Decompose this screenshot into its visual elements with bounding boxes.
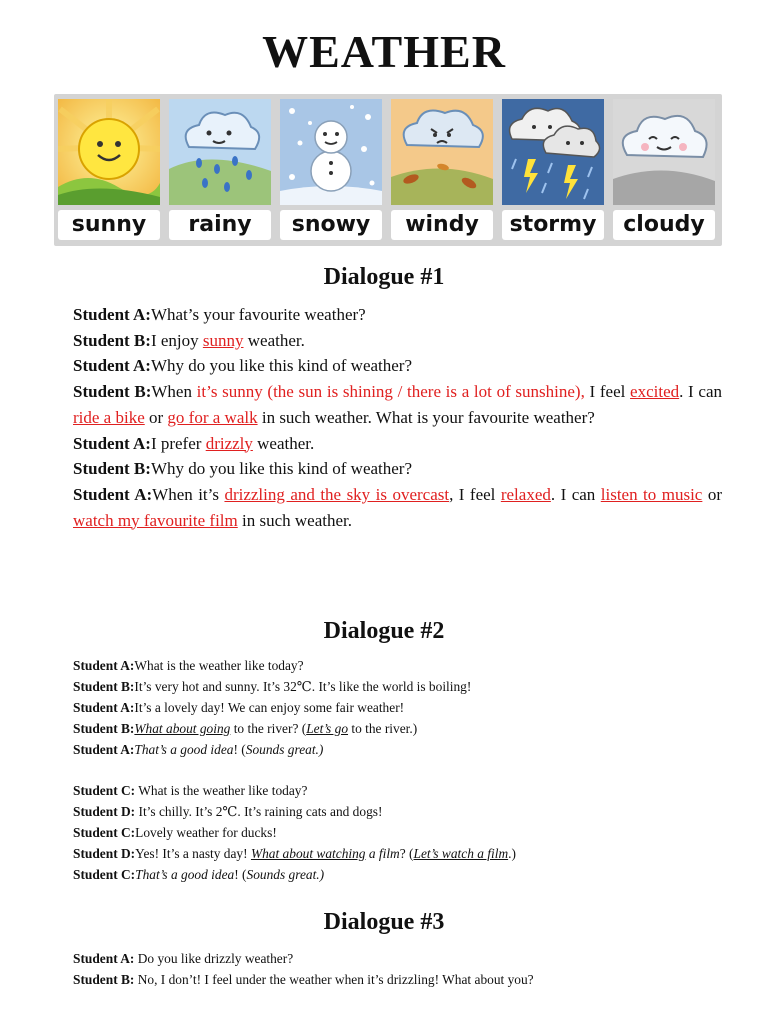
dialogue-line (73, 970, 733, 991)
dialogue-line (73, 949, 733, 970)
dialogue-line (73, 865, 733, 886)
speaker-label: Student B: (73, 971, 135, 987)
dialogue-text: It’s very hot and sunny. It’s 32℃. It’s like the world is boiling! (134, 678, 472, 694)
dialogue-text: Yes! It’s a nasty day! (135, 845, 251, 861)
dialogue-text: listen to music (600, 484, 703, 504)
dialogue-line (73, 482, 722, 533)
dialogue-text: to the river.) (348, 720, 418, 736)
dialogue-text: When (151, 382, 197, 402)
weather-label-rainy: rainy (169, 210, 271, 240)
dialogue-text: sunny (202, 330, 244, 350)
dialogue-text: in such weather. (237, 510, 353, 530)
dialogue-text: excited (630, 382, 680, 402)
dialogue-text: Why do you like this kind of weather? (150, 459, 413, 479)
dialogue-text: Why do you like this kind of weather? (150, 356, 413, 376)
weather-label-cloudy: cloudy (613, 210, 715, 240)
dialogue-text: . I can (550, 484, 601, 504)
dialogue-text: Let’s watch a film (413, 845, 509, 861)
dialogue-text: What is the weather like today? (134, 658, 304, 673)
dialogue-line (73, 656, 733, 677)
dialogue-line (73, 431, 722, 457)
dialogue-text: .) (508, 845, 516, 861)
dialogue-line (73, 740, 733, 761)
dialogue-line (73, 823, 733, 844)
weather-picture-strip (54, 94, 722, 246)
dialogue-line (73, 379, 722, 430)
dialogue-2-part-1 (73, 656, 733, 761)
speaker-label: Student A: (73, 699, 135, 715)
weather-label-windy: windy (391, 210, 493, 240)
speaker-label: Student B: (73, 382, 152, 402)
speaker-label: Student B: (73, 459, 151, 479)
sun-icon (58, 99, 160, 205)
dialogue-text: I prefer (150, 433, 206, 453)
dialogue-text: ride a bike (73, 407, 145, 427)
dialogue-text: Sounds great.) (246, 866, 325, 882)
rainy-card (169, 99, 271, 205)
dialogue-text: . I can (679, 382, 722, 402)
dialogue-text: That’s a good idea (134, 741, 234, 757)
dialogue-line (73, 328, 722, 354)
dialogue-text: watch my favourite film (73, 510, 238, 530)
speaker-label: Student B: (73, 330, 151, 350)
rain-cloud-icon (169, 99, 271, 205)
dialogue-text: relaxed (500, 484, 551, 504)
speaker-label: Student A: (73, 951, 135, 966)
dialogue-text: , I feel (449, 484, 501, 504)
dialogue-line (73, 698, 733, 719)
dialogue-text: go for a walk (167, 407, 258, 427)
dialogue-text: ! ( (234, 866, 247, 882)
dialogue-text: drizzly (205, 433, 253, 453)
dialogue-3-heading: Dialogue #3 (323, 909, 445, 935)
dialogue-2-part-2 (73, 781, 733, 886)
dialogue-text: What is the weather like today? (135, 783, 308, 798)
dialogue-line (73, 719, 733, 740)
speaker-label: Student A: (73, 741, 135, 757)
wind-cloud-icon (391, 99, 493, 205)
dialogue-text: It’s a lovely day! We can enjoy some fair weather! (134, 699, 405, 715)
dialogue-text: What about watching (250, 845, 366, 861)
weather-label-sunny: sunny (58, 210, 160, 240)
speaker-label: Student C: (73, 783, 136, 798)
dialogue-text: it’s sunny (the sun is shining / there is a lot of sunshine), (196, 382, 585, 402)
dialogue-text: When it’s (152, 484, 225, 504)
dialogue-text: What’s your favourite weather? (150, 305, 366, 324)
weather-label-snowy: snowy (280, 210, 382, 240)
dialogue-3-body (73, 949, 733, 991)
speaker-label: Student A: (73, 433, 151, 453)
cloudy-card (613, 99, 715, 205)
speaker-label: Student C: (73, 866, 136, 882)
speaker-label: Student D: (73, 845, 136, 861)
dialogue-text: weather. (252, 433, 315, 453)
stormy-card (502, 99, 604, 205)
dialogue-line (73, 677, 733, 698)
dialogue-text: Let’s go (306, 720, 349, 736)
snowy-card (280, 99, 382, 205)
dialogue-text: It’s chilly. It’s 2℃. It’s raining cats and dogs! (135, 803, 383, 819)
speaker-label: Student A: (73, 658, 135, 673)
dialogue-2-heading: Dialogue #2 (323, 618, 445, 644)
dialogue-text: weather. (243, 330, 305, 350)
speaker-label: Student A: (73, 305, 151, 324)
dialogue-text: drizzling and the sky is overcast (224, 484, 450, 504)
page-title: WEATHER (262, 26, 506, 77)
dialogue-1-heading: Dialogue #1 (323, 264, 445, 290)
dialogue-text: in such weather. What is your favourite weather? (257, 407, 595, 427)
dialogue-text: I feel (584, 382, 631, 402)
dialogue-line (73, 781, 733, 802)
sunny-card (58, 99, 160, 205)
dialogue-text: Sounds great.) (245, 741, 324, 757)
dialogue-1-body (73, 302, 722, 533)
dialogue-line (73, 353, 722, 379)
dialogue-text: Lovely weather for ducks! (135, 824, 277, 840)
speaker-label: Student B: (73, 678, 135, 694)
dialogue-text: a film (365, 845, 400, 861)
dialogue-text: I enjoy (150, 330, 203, 350)
speaker-label: Student C: (73, 824, 136, 840)
dialogue-line (73, 302, 722, 328)
dialogue-line (73, 844, 733, 865)
storm-cloud-icon (502, 99, 604, 205)
dialogue-text: Do you like drizzly weather? (134, 951, 294, 966)
dialogue-line (73, 456, 722, 482)
dialogue-text: What about going (134, 720, 231, 736)
speaker-label: Student A: (73, 356, 151, 376)
snowman-icon (280, 99, 382, 205)
speaker-label: Student A: (73, 484, 153, 504)
weather-label-stormy: stormy (502, 210, 604, 240)
speaker-label: Student B: (73, 720, 135, 736)
dialogue-text: or (144, 407, 168, 427)
windy-card (391, 99, 493, 205)
dialogue-text: or (702, 484, 722, 504)
dialogue-text: That’s a good idea (135, 866, 235, 882)
dialogue-text: to the river? ( (230, 720, 307, 736)
cloud-icon (613, 99, 715, 205)
dialogue-text: No, I don’t! I feel under the weather when it’s drizzling! What about you? (134, 971, 534, 987)
dialogue-text: ? ( (399, 845, 414, 861)
speaker-label: Student D: (73, 803, 136, 819)
dialogue-text: ! ( (233, 741, 246, 757)
dialogue-line (73, 802, 733, 823)
